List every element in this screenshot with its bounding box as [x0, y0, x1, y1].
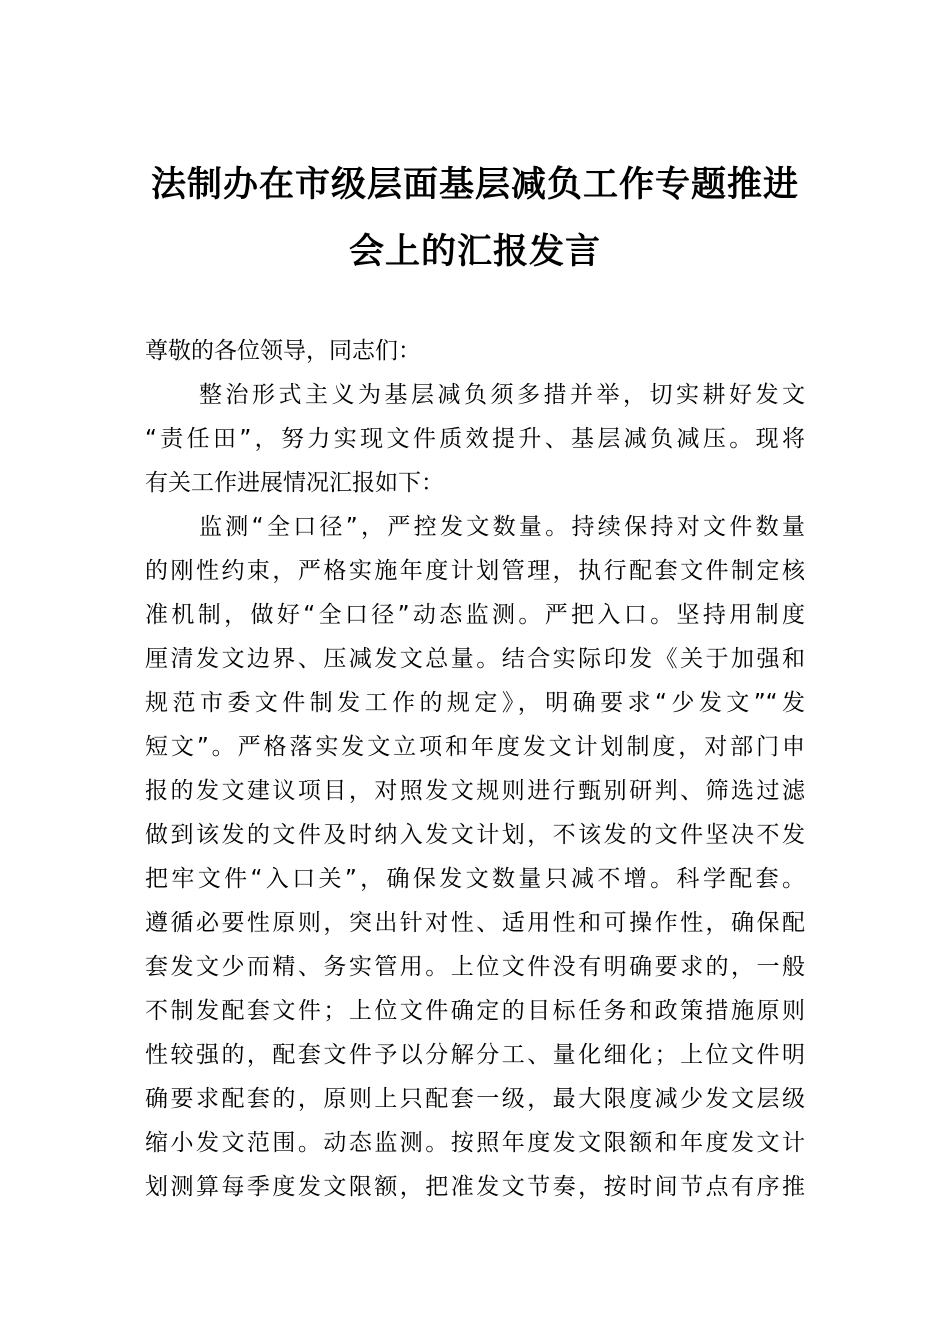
- paragraph-line: 有关工作进展情况汇报如下：: [145, 470, 444, 496]
- paragraph-line: 套发文少而精、务实管用。上位文件没有明确要求的，一般: [145, 954, 805, 980]
- paragraph-line: 监测“全口径”，严控发文数量。持续保持对文件数量: [199, 514, 805, 540]
- paragraph-line: 短文”。严格落实发文立项和年度发文计划制度，对部门申: [145, 734, 805, 760]
- paragraph-line: 整治形式主义为基层减负须多措并举，切实耕好发文: [199, 382, 805, 408]
- paragraph-line: 缩小发文范围。动态监测。按照年度发文限额和年度发文计: [145, 1130, 805, 1156]
- paragraph-line: 确要求配套的，原则上只配套一级，最大限度减少发文层级: [145, 1086, 805, 1112]
- paragraph-line: 把牢文件“入口关”，确保发文数量只减不增。科学配套。: [145, 866, 805, 892]
- salutation: 尊敬的各位领导，同志们：: [145, 338, 421, 364]
- paragraph-line: 做到该发的文件及时纳入发文计划，不该发的文件坚决不发: [145, 822, 805, 848]
- paragraph-line: 准机制，做好“全口径”动态监测。严把入口。坚持用制度: [145, 602, 805, 628]
- paragraph-line: 不制发配套文件；上位文件确定的目标任务和政策措施原则: [145, 998, 805, 1024]
- paragraph-line: 遵循必要性原则，突出针对性、适用性和可操作性，确保配: [145, 910, 805, 936]
- document-title-line-2: 会上的汇报发言: [348, 231, 601, 272]
- paragraph-line: 划测算每季度发文限额，把准发文节奏，按时间节点有序推: [145, 1174, 805, 1200]
- paragraph-line: 性较强的，配套文件予以分解分工、量化细化；上位文件明: [145, 1042, 805, 1068]
- paragraph-line: 规范市委文件制发工作的规定》，明确要求“少发文”“发: [145, 690, 805, 716]
- document-title-line-1: 法制办在市级层面基层减负工作专题推进: [150, 164, 799, 205]
- paragraph-line: 厘清发文边界、压减发文总量。结合实际印发《关于加强和: [145, 646, 805, 672]
- paragraph-line: 的刚性约束，严格实施年度计划管理，执行配套文件制定核: [145, 558, 805, 584]
- paragraph-line: “责任田”，努力实现文件质效提升、基层减负减压。现将: [145, 426, 805, 452]
- paragraph-line: 报的发文建议项目，对照发文规则进行甄别研判、筛选过滤: [145, 778, 805, 804]
